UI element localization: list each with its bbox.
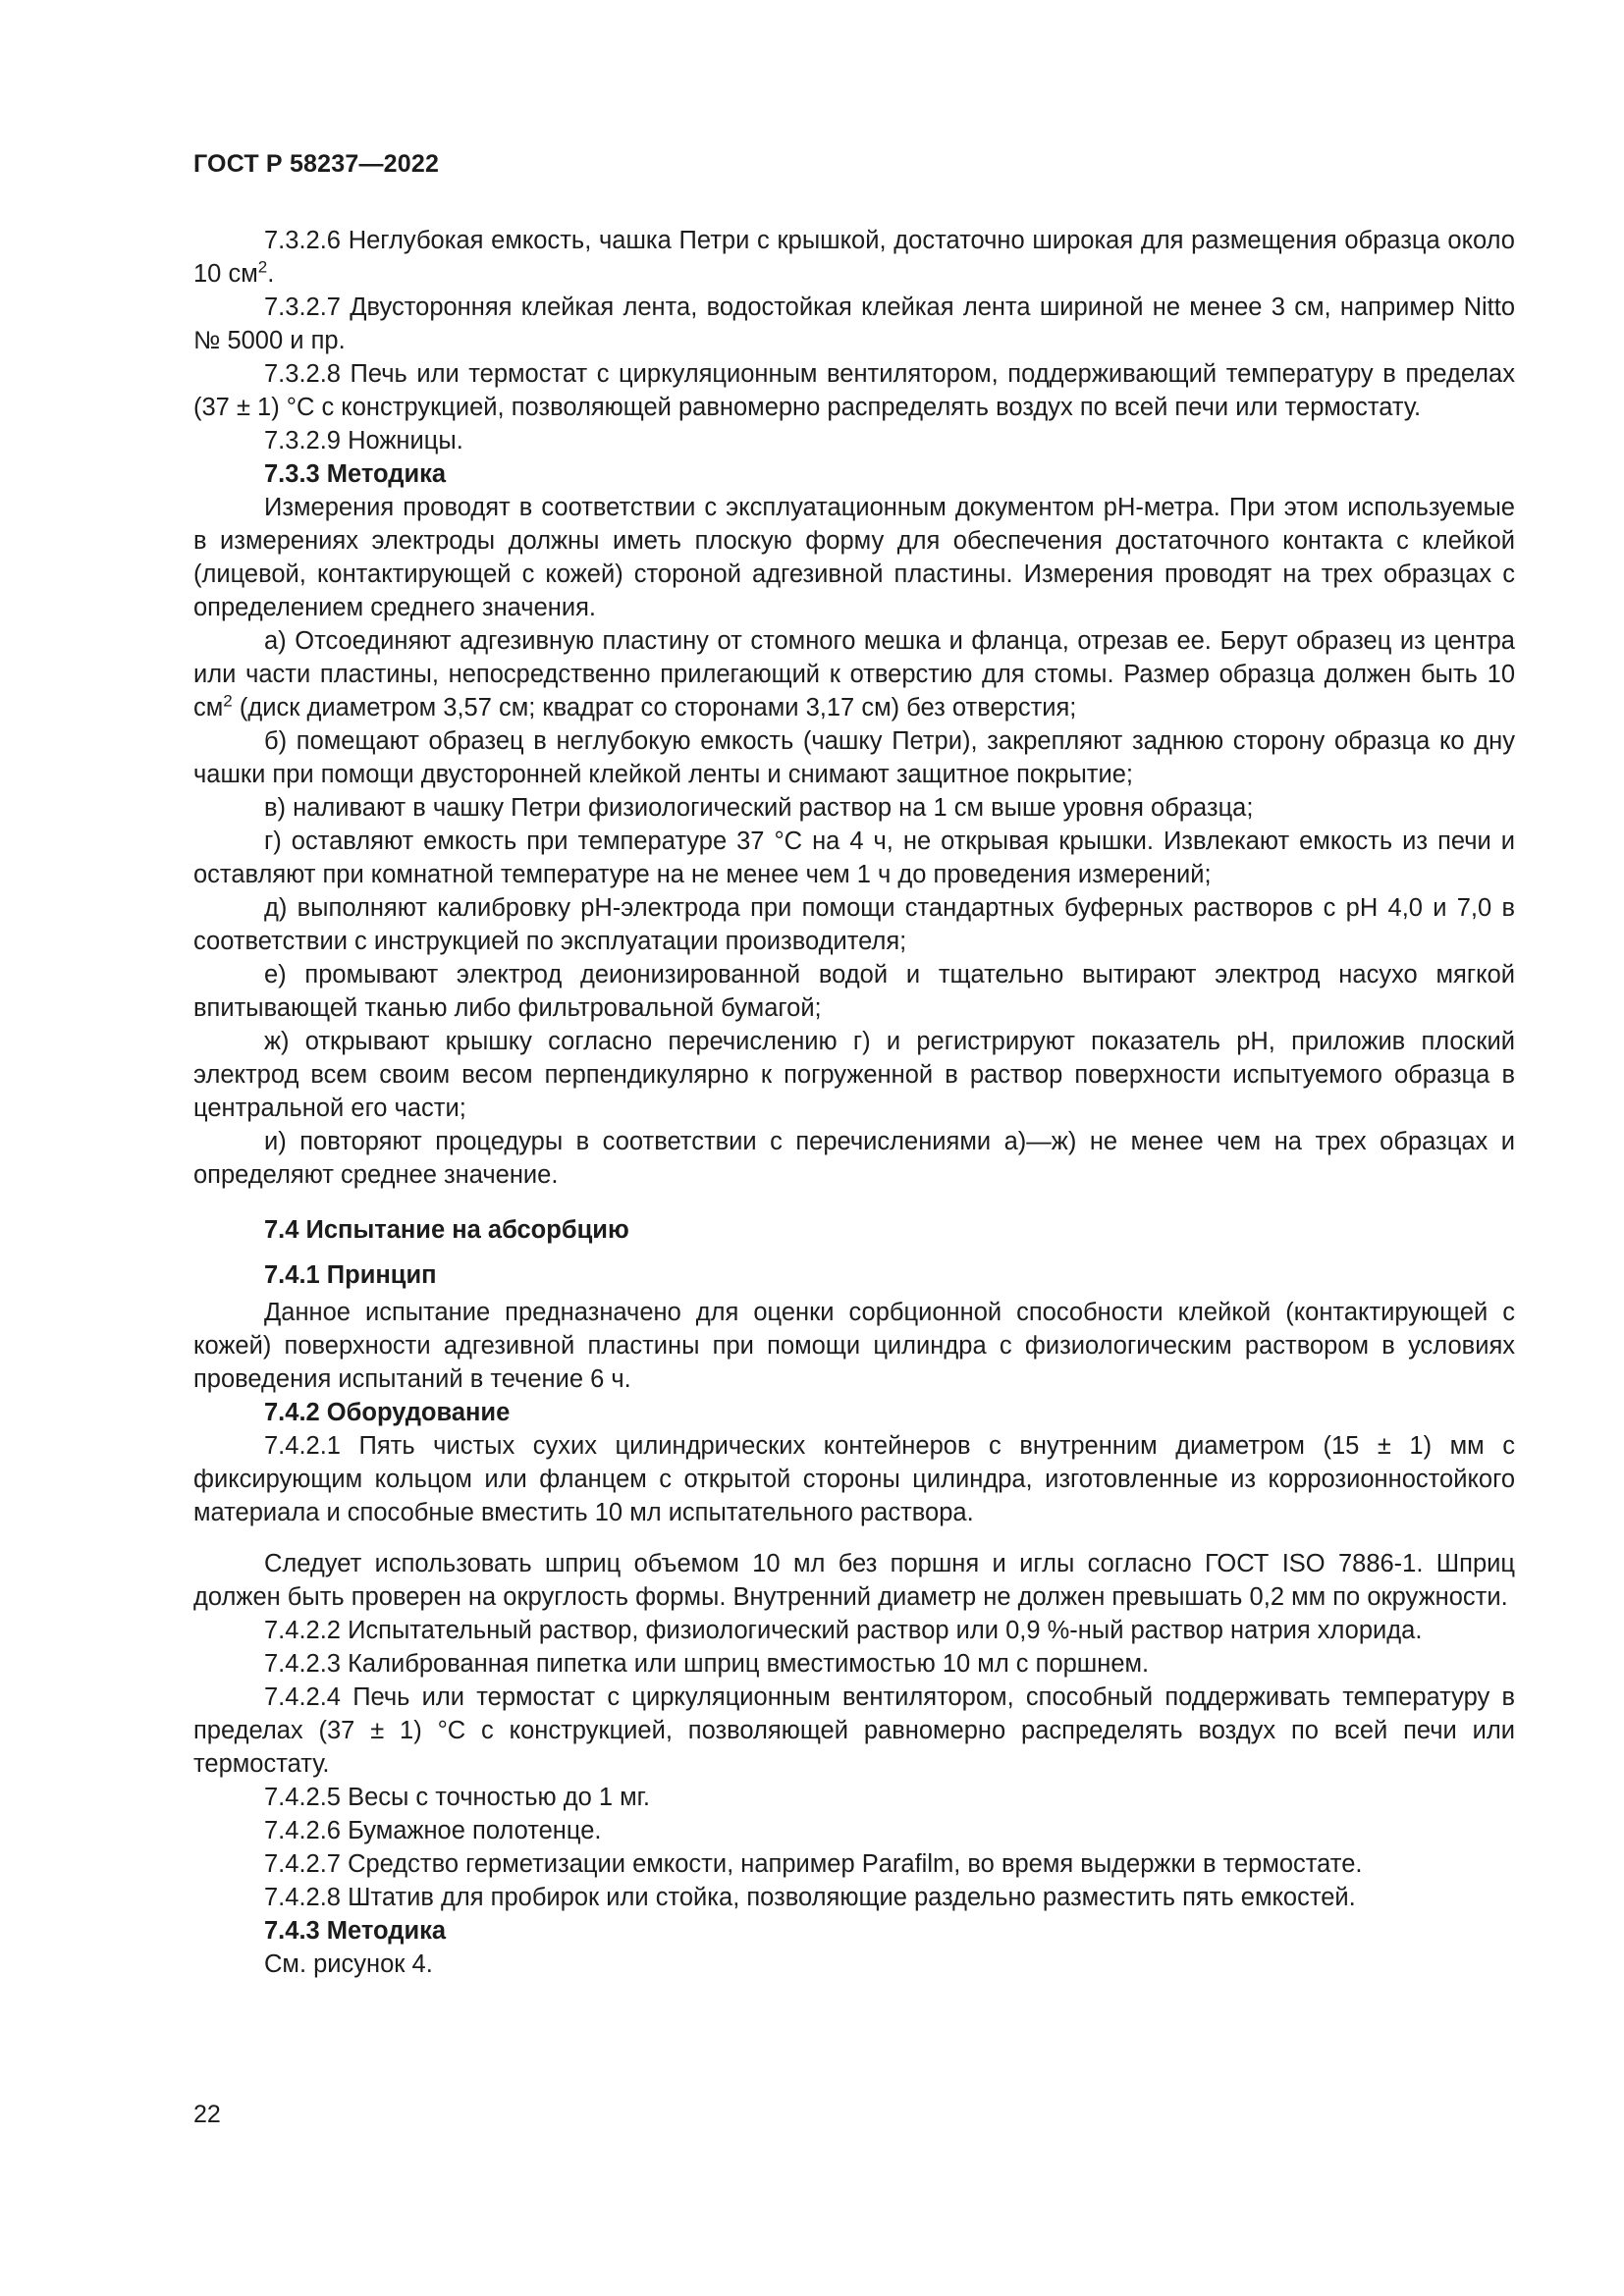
- paragraph-p-7-3-2-6: 7.3.2.6 Неглубокая емкость, чашка Петри с крышкой, достаточно широкая для размещения образца около 10 $см^2$.: [193, 227, 1515, 288]
- paragraph-p-item-d: д) выполняют калибровку рН-электрода при помощи стандартных буферных растворов с рН 4,0 и 7,0 в соответствии с инструкцией по эксплуатации производителя;: [193, 894, 1515, 955]
- paragraph-p-see-fig: См. рисунок 4.: [264, 1950, 433, 1978]
- paragraph-p-7-4-2-4: 7.4.2.4 Печь или термостат с циркуляционным вентилятором, способный поддерживать температуру в пределах (37 ± 1) °С с конструкцией, позволяющей равномерно распределять воздух по всей печи или термостату.: [193, 1683, 1515, 1778]
- paragraph-p-7-4-1: Данное испытание предназначено для оценки сорбционной способности клейкой (контактирующей с кожей) поверхности адгезивной пластины при помощи цилиндра с физиологическим раствором в условиях проведения испытаний в течение 6 ч.: [193, 1299, 1515, 1393]
- section-heading-h-7-3-3: 7.3.3 Методика: [264, 460, 447, 488]
- paragraph-p-7-4-2-6: 7.4.2.6 Бумажное полотенце.: [264, 1817, 602, 1844]
- section-heading-h-7-4: 7.4 Испытание на абсорбцию: [264, 1216, 629, 1244]
- paragraph-p-7-4-2-5: 7.4.2.5 Весы с точностью до 1 мг.: [264, 1784, 650, 1811]
- paragraph-p-item-i: и) повторяют процедуры в соответствии с перечислениями а)—ж) не менее чем на трех образцах и определяют среднее значение.: [193, 1128, 1515, 1189]
- paragraph-p-item-e: е) промывают электрод деионизированной водой и тщательно вытирают электрод насухо мягкой впитывающей тканью либо фильтровальной бумагой;: [193, 961, 1515, 1022]
- paragraph-p-7-4-2-8: 7.4.2.8 Штатив для пробирок или стойка, позволяющие раздельно разместить пять емкостей.: [264, 1884, 1356, 1911]
- paragraph-p-7-4-2-1: 7.4.2.1 Пять чистых сухих цилиндрических контейнеров с внутренним диаметром (15 ± 1) мм с фиксирующим кольцом или фланцем с открытой стороны цилиндра, изготовленные из коррозионностойкого материала и способные вместить 10 мл испытательного раствора.: [193, 1432, 1515, 1526]
- paragraph-p-7-4-2-2: 7.4.2.2 Испытательный раствор, физиологический раствор или 0,9 %-ный раствор натрия хлорида.: [264, 1617, 1423, 1644]
- paragraph-p-7-4-2-7: 7.4.2.7 Средство герметизации емкости, например Parafilm, во время выдержки в термостате.: [264, 1850, 1363, 1878]
- superscript: 2: [223, 691, 233, 711]
- section-heading-h-7-4-3: 7.4.3 Методика: [264, 1917, 447, 1945]
- section-heading-h-7-4-2: 7.4.2 Оборудование: [264, 1399, 511, 1426]
- paragraph-p-7-4-2-3: 7.4.2.3 Калиброванная пипетка или шприц вместимостью 10 мл с поршнем.: [264, 1650, 1150, 1678]
- paragraph-p-item-v: в) наливают в чашку Петри физиологический раствор на 1 см выше уровня образца;: [264, 794, 1254, 822]
- paragraph-p-item-b: б) помещают образец в неглубокую емкость (чашку Петри), закрепляют заднюю сторону образца ко дну чашки при помощи двусторонней клейкой ленты и снимают защитное покрытие;: [193, 727, 1515, 788]
- section-heading-h-7-4-1: 7.4.1 Принцип: [264, 1261, 437, 1289]
- paragraph-p-item-g: г) оставляют емкость при температуре 37 °С на 4 ч, не открывая крышки. Извлекают емкость из печи и оставляют при комнатной температуре на не менее чем 1 ч до проведения измерений;: [193, 828, 1515, 888]
- paragraph-p-item-zh: ж) открывают крышку согласно перечислению г) и регистрируют показатель рН, приложив плоский электрод всем своим весом перпендикулярно к погруженной в раствор поверхности испытуемого образца в центральной его части;: [193, 1028, 1515, 1122]
- paragraph-p-syringe: Следует использовать шприц объемом 10 мл без поршня и иглы согласно ГОСТ ISO 7886-1. Шприц должен быть проверен на округлость формы. Внутренний диаметр не должен превышать 0,2 мм по окружности.: [193, 1550, 1515, 1611]
- document-body: [193, 224, 1515, 1981]
- superscript: 2: [257, 257, 268, 277]
- paragraph-p-item-a: а) Отсоединяют адгезивную пластину от стомного мешка и фланца, отрезав ее. Берут образец из центра или части пластины, непосредственно прилегающий к отверстию для стомы. Размер образца должен быть 10 $см^2$ (диск диаметром 3,57 см; квадрат со сторонами 3,17 см) без отверстия;: [193, 627, 1515, 721]
- document-header: ГОСТ Р 58237—2022: [193, 150, 440, 178]
- paragraph-p-7-3-2-9: 7.3.2.9 Ножницы.: [264, 427, 463, 454]
- paragraph-p-7-3-2-8: 7.3.2.8 Печь или термостат с циркуляционным вентилятором, поддерживающий температуру в пределах (37 ± 1) °С с конструкцией, позволяющей равномерно распределять воздух по всей печи или термостату.: [193, 360, 1515, 421]
- page-number: 22: [193, 2101, 221, 2128]
- paragraph-p-7-3-2-7: 7.3.2.7 Двусторонняя клейкая лента, водостойкая клейкая лента шириной не менее 3 см, например Nitto № 5000 и пр.: [193, 294, 1515, 354]
- paragraph-p-7-3-3-intro: Измерения проводят в соответствии с эксплуатационным документом рН-метра. При этом используемые в измерениях электроды должны иметь плоскую форму для обеспечения достаточного контакта с клейкой (лицевой, контактирующей с кожей) стороной адгезивной пластины. Измерения проводят на трех образцах с определением среднего значения.: [193, 494, 1515, 621]
